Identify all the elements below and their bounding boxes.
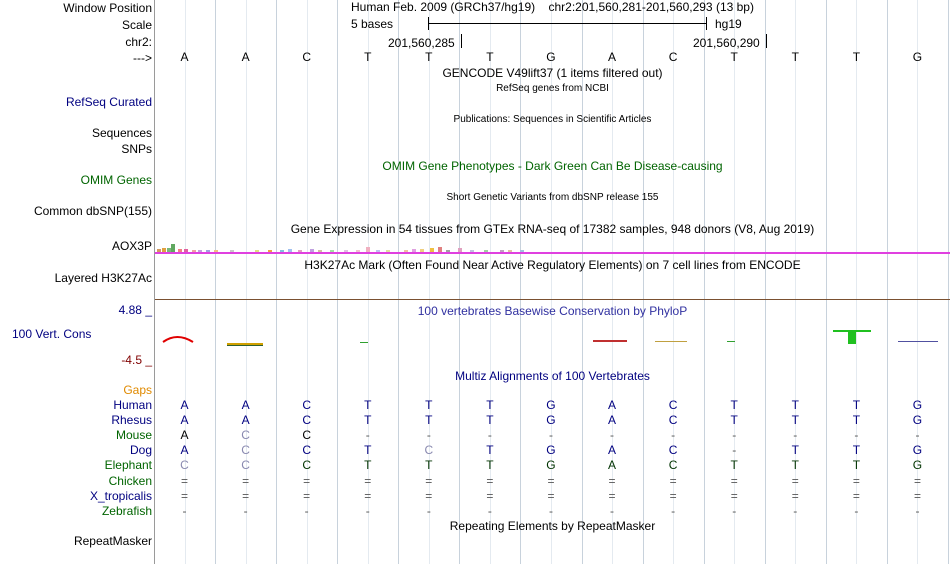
species-label-mouse[interactable]: Mouse	[115, 428, 152, 443]
aligned-base: A	[608, 443, 617, 458]
aligned-base: A	[608, 398, 617, 412]
reference-base: T	[852, 50, 861, 64]
gtex-gene-line	[155, 252, 950, 254]
aligned-base: T	[730, 413, 738, 428]
aligned-base: T	[791, 458, 799, 473]
aligned-base: T	[364, 413, 372, 428]
gaps-track-label[interactable]: Gaps	[123, 383, 152, 397]
coord-left: 201,560,285	[388, 36, 455, 50]
publications-track-title[interactable]: Publications: Sequences in Scientific Articles	[453, 114, 652, 125]
aligned-base: =	[486, 488, 494, 503]
aligned-base: -	[732, 503, 737, 518]
aligned-base: -	[182, 503, 187, 518]
aligned-base: T	[486, 398, 494, 412]
gtex-tissue-bar	[171, 244, 175, 252]
snps-track-label[interactable]: SNPs	[121, 142, 152, 156]
omim-track-title[interactable]: OMIM Gene Phenotypes - Dark Green Can Be Disease-causing	[382, 159, 723, 173]
aligned-base: =	[547, 473, 555, 488]
aligned-base: =	[669, 488, 677, 503]
phylop-bar-4	[593, 340, 627, 342]
aligned-base: -	[732, 428, 737, 443]
aligned-base: =	[730, 473, 738, 488]
aligned-base: A	[608, 458, 617, 473]
aligned-base: T	[486, 413, 494, 428]
aligned-base: G	[546, 458, 556, 473]
reference-base: A	[180, 50, 189, 64]
aligned-base: T	[425, 413, 433, 428]
aligned-base: C	[302, 458, 311, 473]
aligned-base: G	[912, 458, 923, 473]
coord-right-tick	[766, 34, 767, 48]
phylop-max-label: 4.88 _	[118, 303, 152, 317]
window-position-label: Window Position	[63, 1, 152, 15]
aligned-base: -	[487, 503, 492, 518]
species-label-dog[interactable]: Dog	[129, 443, 152, 458]
aligned-base: =	[608, 488, 616, 503]
aligned-base: -	[915, 503, 920, 518]
phylop-track-title[interactable]: 100 vertebrates Basewise Conservation by PhyloP	[417, 304, 688, 318]
aligned-base: -	[610, 503, 615, 518]
aligned-base: =	[364, 473, 372, 488]
aligned-base: A	[180, 398, 189, 412]
aligned-base: -	[365, 503, 370, 518]
gtex-track-title[interactable]: Gene Expression in 54 tissues from GTEx RNA-seq of 17382 samples, 948 donors (V8, Aug 2019)	[290, 222, 815, 236]
aligned-base: =	[852, 488, 860, 503]
reference-base: G	[912, 50, 923, 64]
aligned-base: T	[791, 413, 799, 428]
aligned-base: C	[180, 458, 189, 473]
reference-base: T	[791, 50, 799, 64]
aligned-base: C	[668, 398, 678, 412]
aligned-base: C	[241, 458, 250, 473]
species-label-elephant[interactable]: Elephant	[104, 458, 152, 473]
aligned-base: =	[364, 488, 372, 503]
reference-base: C	[302, 50, 311, 64]
aligned-base: T	[852, 443, 861, 458]
aligned-base: =	[303, 473, 311, 488]
scale-bar-right-tick	[706, 17, 707, 30]
phylop-peak-1	[163, 337, 193, 342]
aligned-base: -	[854, 428, 859, 443]
aligned-base: C	[668, 443, 678, 458]
aligned-base: T	[852, 458, 861, 473]
aligned-base: -	[548, 428, 553, 443]
aligned-base: G	[546, 443, 556, 458]
aligned-base: C	[302, 428, 311, 443]
phylop-bar-2b	[227, 345, 263, 346]
species-label-zebrafish[interactable]: Zebrafish	[101, 503, 152, 518]
h3k27ac-track-title[interactable]: H3K27Ac Mark (Often Found Near Active Regulatory Elements) on 7 cell lines from ENCODE	[304, 258, 801, 272]
aligned-base: T	[425, 458, 433, 473]
aligned-base: -	[793, 428, 798, 443]
aligned-base: -	[548, 503, 553, 518]
aligned-base: C	[302, 443, 311, 458]
gencode-track-title[interactable]: GENCODE V49lift37 (1 items filtered out)	[442, 66, 663, 80]
aligned-base: T	[425, 398, 433, 412]
repeatmasker-track-label[interactable]: RepeatMasker	[73, 534, 152, 548]
aligned-base: T	[730, 458, 738, 473]
species-label-human[interactable]: Human	[113, 398, 152, 412]
scale-bases-text: 5 bases	[351, 17, 394, 31]
aligned-base: =	[547, 488, 555, 503]
aligned-base: G	[912, 398, 923, 412]
reference-base: A	[608, 50, 617, 64]
scale-label: Scale	[121, 18, 152, 32]
aligned-base: =	[913, 488, 921, 503]
aligned-base: =	[669, 473, 677, 488]
aligned-base: A	[241, 413, 250, 428]
aligned-base: T	[364, 443, 372, 458]
aligned-base: C	[302, 413, 311, 428]
aligned-base: -	[854, 503, 859, 518]
phylop-bar-7a	[833, 330, 871, 332]
aligned-base: -	[365, 428, 370, 443]
aligned-base: -	[732, 443, 737, 458]
aligned-base: =	[608, 473, 616, 488]
phylop-bar-5	[655, 341, 687, 342]
aligned-base: A	[180, 443, 189, 458]
aligned-base: -	[671, 428, 676, 443]
aligned-base: -	[487, 428, 492, 443]
aligned-base: G	[546, 413, 556, 428]
multiz-track-title[interactable]: Multiz Alignments of 100 Vertebrates	[455, 369, 650, 383]
h3k27ac-track-label[interactable]: Layered H3K27Ac	[54, 271, 152, 285]
coord-right: 201,560,290	[693, 36, 760, 50]
refseq-track-label[interactable]: RefSeq Curated	[65, 95, 152, 109]
species-label-x_tropicalis[interactable]: X_tropicalis	[89, 488, 152, 503]
aligned-base: -	[793, 503, 798, 518]
gtex-track-label[interactable]: AOX3P	[111, 239, 152, 253]
aligned-base: -	[426, 428, 431, 443]
aligned-base: T	[364, 458, 372, 473]
aligned-base: =	[425, 488, 433, 503]
aligned-base: =	[791, 473, 799, 488]
strand-label: --->	[133, 51, 152, 65]
aligned-base: G	[912, 413, 923, 428]
dbsnp-track-title[interactable]: Short Genetic Variants from dbSNP release 155	[446, 192, 659, 203]
aligned-base: =	[303, 488, 311, 503]
aligned-base: T	[852, 413, 861, 428]
aligned-base: =	[913, 473, 921, 488]
aligned-base: A	[241, 398, 250, 412]
reference-base: T	[730, 50, 738, 64]
reference-base: T	[486, 50, 494, 64]
aligned-base: -	[304, 503, 309, 518]
phylop-bar-7b	[848, 332, 856, 344]
scale-db-text: hg19	[715, 17, 742, 31]
phylop-bar-3	[360, 342, 368, 343]
omim-track-label[interactable]: OMIM Genes	[80, 173, 152, 187]
aligned-base: =	[486, 473, 494, 488]
aligned-base: =	[730, 488, 738, 503]
reference-base: T	[425, 50, 433, 64]
reference-base: A	[241, 50, 250, 64]
aligned-base: C	[241, 443, 250, 458]
assembly-text: Human Feb. 2009 (GRCh37/hg19)	[351, 0, 536, 14]
aligned-base: T	[486, 443, 494, 458]
phylop-track-label[interactable]: 100 Vert. Cons	[12, 327, 92, 341]
aligned-base: C	[668, 458, 678, 473]
aligned-base: =	[791, 488, 799, 503]
aligned-base: T	[486, 458, 494, 473]
aligned-base: -	[243, 503, 248, 518]
species-label-rhesus[interactable]: Rhesus	[111, 413, 152, 428]
aligned-base: =	[852, 473, 860, 488]
refseq-track-title[interactable]: RefSeq genes from NCBI	[496, 83, 609, 94]
aligned-base: C	[302, 398, 311, 412]
reference-base: T	[364, 50, 372, 64]
phylop-min-label: -4.5 _	[121, 353, 152, 367]
phylop-signal[interactable]	[155, 318, 950, 358]
aligned-base: T	[364, 398, 372, 412]
chrom-label: chr2:	[125, 35, 152, 49]
reference-base: G	[546, 50, 556, 64]
phylop-bar-2	[227, 343, 263, 345]
aligned-base: =	[180, 488, 188, 503]
position-text: chr2:201,560,281-201,560,293 (13 bp)	[548, 0, 754, 14]
window-position	[155, 0, 950, 14]
scale-bar	[428, 23, 706, 24]
aligned-base: G	[912, 443, 923, 458]
aligned-base: =	[180, 473, 188, 488]
dbsnp-track-label[interactable]: Common dbSNP(155)	[33, 204, 152, 218]
aligned-base: A	[180, 413, 189, 428]
aligned-base: -	[610, 428, 615, 443]
aligned-base: -	[915, 428, 920, 443]
aligned-base: =	[242, 473, 250, 488]
sequences-track-label[interactable]: Sequences	[91, 126, 152, 140]
aligned-base: T	[791, 443, 799, 458]
aligned-base: A	[180, 428, 189, 443]
aligned-base: C	[668, 413, 678, 428]
phylop-bar-8	[898, 341, 938, 342]
aligned-base: -	[671, 503, 676, 518]
aligned-base: =	[242, 488, 250, 503]
aligned-base: -	[426, 503, 431, 518]
aligned-base: G	[546, 398, 556, 412]
species-label-chicken[interactable]: Chicken	[108, 473, 152, 488]
aligned-base: T	[852, 398, 861, 412]
h3k27ac-signal-line	[155, 299, 950, 300]
aligned-base: =	[425, 473, 433, 488]
reference-base: C	[668, 50, 678, 64]
aligned-base: A	[608, 413, 617, 428]
aligned-base: C	[424, 443, 434, 458]
aligned-base: T	[730, 398, 738, 412]
repeatmasker-track-title[interactable]: Repeating Elements by RepeatMasker	[449, 519, 656, 533]
coord-left-tick	[461, 34, 462, 48]
aligned-base: T	[791, 398, 799, 412]
aligned-base: C	[241, 428, 250, 443]
phylop-bar-6	[727, 341, 735, 342]
